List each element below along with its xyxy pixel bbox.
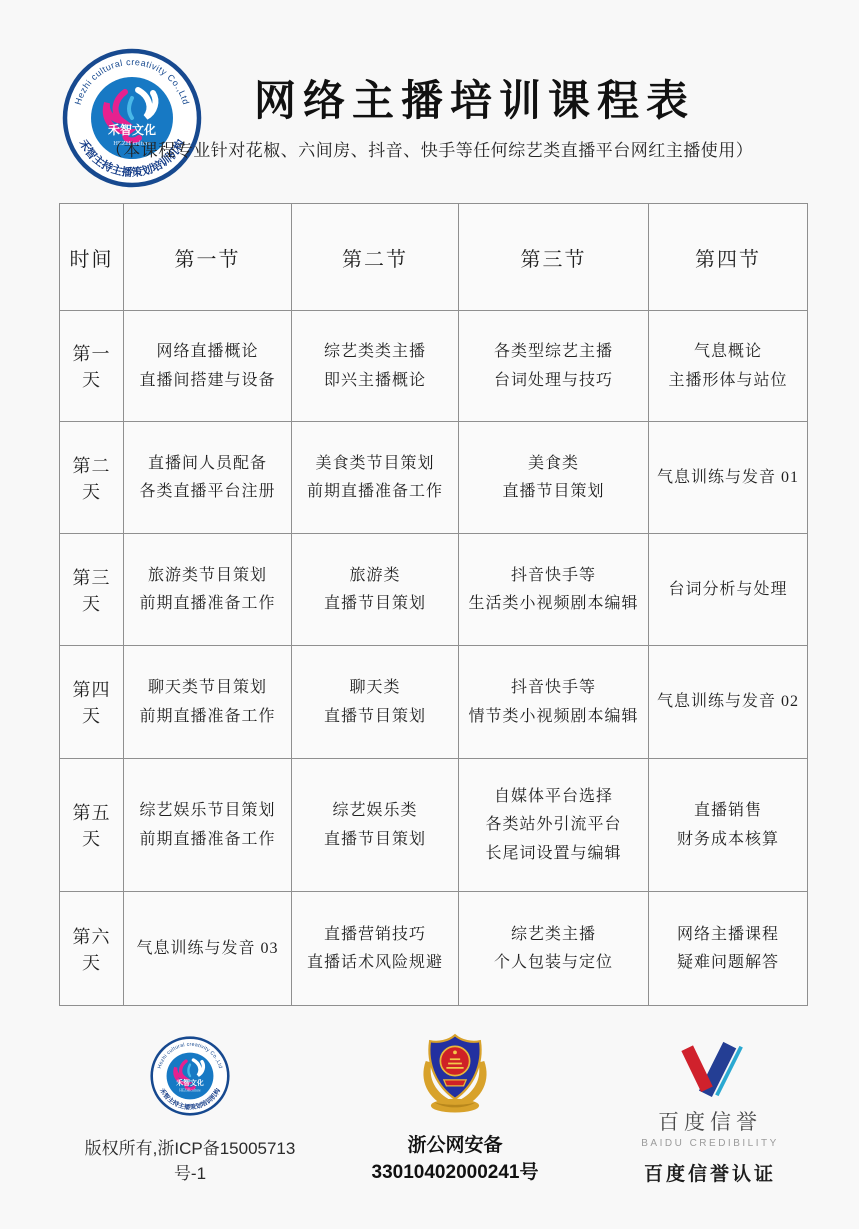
footer-police-block [345,1030,565,1184]
course-line: 前期直播准备工作 [306,483,443,500]
course-line: 直播节目策划 [323,830,426,848]
course-cell [292,311,459,422]
course-cell [292,759,459,892]
course-line: 直播间搭建与设备 [139,371,276,389]
baidu-credibility-title: 百度信誉 [658,1111,762,1134]
course-line: 聊天类 [349,679,401,697]
column-header-2: 第二节 [292,204,459,311]
schedule-table [59,203,808,1006]
course-cell [459,646,649,759]
table-row [60,646,808,759]
course-cell [124,892,292,1006]
course-cell [649,422,808,534]
course-line: 疑难问题解答 [676,954,779,971]
course-cell [649,646,808,759]
course-line: 直播销售 [693,802,762,820]
table-row [60,422,808,534]
course-line: 各类站外引流平台 [485,816,622,834]
course-line: 旅游类节目策划 [147,566,267,584]
table-row [60,892,808,1006]
course-cell [649,892,808,1006]
schedule-table-body [60,311,808,1006]
table-row [60,534,808,646]
footer-copyright-block [80,1036,300,1184]
course-line: 前期直播准备工作 [139,595,276,612]
course-line: 个人包装与定位 [493,954,613,971]
police-record-text: 浙公网安备 33010402000241号 [371,1135,539,1183]
page-title: 网络主播培训课程表 [253,79,695,125]
course-line: 各类直播平台注册 [139,483,276,500]
day-label: 第六天 [60,892,124,1006]
course-line: 直播节目策划 [502,483,605,500]
course-line: 美食类节目策划 [315,454,435,472]
course-line: 综艺类主播 [510,925,596,943]
course-line: 网络主播课程 [676,925,779,943]
course-cell [124,422,292,534]
course-line: 直播营销技巧 [323,925,426,943]
table-header-row [60,204,808,311]
course-cell [124,646,292,759]
course-cell [459,311,649,422]
course-cell [459,534,649,646]
icp-record-text: 版权所有,浙ICP备15005713号-1 [84,1139,296,1183]
course-line: 主播形体与站位 [668,371,788,389]
table-row [60,311,808,422]
course-line: 直播节目策划 [323,595,426,612]
course-line: 综艺娱乐类 [332,802,418,820]
course-cell [459,422,649,534]
course-cell [292,422,459,534]
course-line: 直播间人员配备 [147,454,267,472]
column-header-1: 第一节 [124,204,292,311]
course-line: 综艺娱乐节目策划 [139,802,276,820]
page-subtitle: （本课程专业针对花椒、六间房、抖音、快手等任何综艺类直播平台网红主播使用） [105,141,754,160]
hezhi-company-logo-small [150,1036,230,1116]
course-cell [124,534,292,646]
course-line: 各类型综艺主播 [493,343,613,361]
course-line: 即兴主播概论 [323,371,426,389]
course-line: 抖音快手等 [510,679,596,697]
course-line: 前期直播准备工作 [139,707,276,725]
baidu-credibility-icon [672,1040,748,1102]
course-line: 台词处理与技巧 [493,371,613,389]
course-line: 直播话术风险规避 [306,954,443,971]
course-cell [459,759,649,892]
column-header-4: 第四节 [649,204,808,311]
course-line: 综艺类类主播 [323,343,426,361]
course-line: 前期直播准备工作 [139,830,276,848]
course-line: 聊天类节目策划 [147,679,267,697]
column-header-3: 第三节 [459,204,649,311]
course-line: 抖音快手等 [510,566,596,584]
table-row [60,759,808,892]
course-line: 气息训练与发音 03 [136,939,279,957]
course-cell [649,311,808,422]
course-line: 自媒体平台选择 [493,788,613,806]
course-line: 台词分析与处理 [668,580,788,598]
course-cell [292,534,459,646]
police-badge-icon [412,1030,498,1116]
course-cell [124,759,292,892]
course-cell [649,759,808,892]
course-line: 美食类 [527,454,579,472]
course-cell [292,646,459,759]
course-cell [124,311,292,422]
day-label: 第五天 [60,759,124,892]
course-line: 生活类小视频剧本编辑 [468,595,639,612]
baidu-certification-text: 百度信誉认证 [643,1164,776,1185]
course-line: 财务成本核算 [676,830,779,848]
course-cell [649,534,808,646]
course-line: 情节类小视频剧本编辑 [468,707,639,725]
course-line: 长尾词设置与编辑 [485,844,622,862]
course-line: 直播节目策划 [323,707,426,725]
day-label: 第二天 [60,422,124,534]
course-line: 旅游类 [349,566,401,584]
course-line: 气息概论 [693,343,762,361]
day-label: 第三天 [60,534,124,646]
course-cell [292,892,459,1006]
course-line: 网络直播概论 [156,343,259,361]
day-label: 第四天 [60,646,124,759]
course-line: 气息训练与发音 01 [656,468,799,486]
footer-baidu-block [600,1040,820,1186]
day-label: 第一天 [60,311,124,422]
column-header-0: 时间 [60,204,124,311]
course-cell [459,892,649,1006]
course-line: 气息训练与发音 02 [656,693,799,711]
baidu-credibility-subtitle: BAIDU CREDIBILITY [641,1138,779,1149]
